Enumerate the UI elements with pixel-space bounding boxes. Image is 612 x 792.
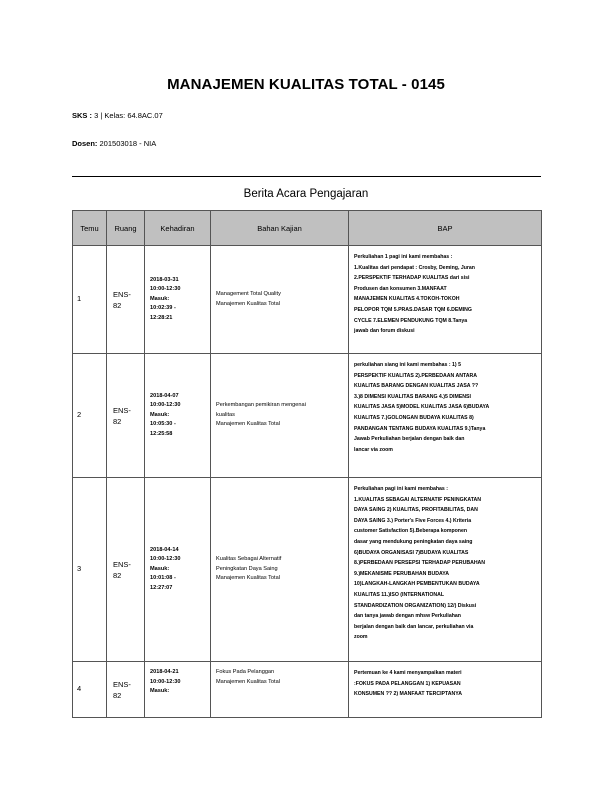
attendance-label: Masuk:	[150, 295, 170, 302]
attendance-cell	[145, 354, 211, 478]
attendance-in-time: 10:01:08 -	[150, 575, 176, 582]
room-line: ENS-	[113, 405, 131, 415]
bap-line: dan tanya jawab dengan mhsw Perkuliahan	[354, 613, 461, 620]
table-row	[73, 478, 542, 662]
bap-cell	[349, 662, 542, 718]
bap-line: STANDARDIZATION ORGANIZATION) 12/) Diskusi	[354, 602, 477, 609]
bap-line: PANDANGAN TENTANG BUDAYA KUALITAS 9.)Tanya	[354, 425, 486, 432]
room-line: 82	[113, 300, 122, 310]
attendance-cell	[145, 662, 211, 718]
table-header-row	[73, 211, 542, 246]
meeting-number: 3	[73, 478, 107, 662]
bap-line: 1.Kualitas dari pendapat : Crosby, Deming, Juran	[354, 264, 475, 271]
table-row	[73, 246, 542, 354]
bap-line: MANAJEMEN KUALITAS 4.TOKOH-TOKOH	[354, 296, 460, 303]
topic-line: Peningkatan Daya Saing	[216, 565, 278, 572]
meeting-number: 1	[73, 246, 107, 354]
bap-line: 2.PERSPEKTIF TERHADAP KUALITAS dari sisi	[354, 275, 470, 282]
topic-cell	[211, 354, 349, 478]
bap-cell	[349, 478, 542, 662]
attendance-label: Masuk:	[150, 565, 170, 572]
room-line: ENS-	[113, 289, 131, 299]
attendance-out-time: 12:25:58	[150, 430, 173, 437]
room-cell	[107, 662, 145, 718]
bap-line: 3.)8 DIMENSI KUALITAS BARANG 4.)5 DIMENSI	[354, 393, 471, 400]
topic-line: Manajemen Kualitas Total	[216, 678, 280, 685]
course-meta-sks	[72, 111, 163, 120]
attendance-schedule: 10:00-12:30	[150, 286, 181, 293]
bap-line: berjalan dengan baik dan lancar, perkuliahan via	[354, 623, 474, 630]
topic-line: Manajemen Kualitas Total	[216, 575, 280, 582]
bap-line: 10)LANGKAH-LANGKAH PEMBENTUKAN BUDAYA	[354, 581, 480, 588]
divider	[72, 176, 541, 177]
bap-line: PELOPOR TQM 5.PRAS.DASAR TQM 6.DEMING	[354, 306, 472, 313]
bap-line: PERSPEKTIF KUALITAS 2).PERBEDAAN ANTARA	[354, 372, 477, 379]
attendance-in-time: 10:02:39 -	[150, 305, 176, 312]
attendance-date: 2018-03-31	[150, 276, 179, 283]
bap-cell	[349, 246, 542, 354]
topic-line: kualitas	[216, 411, 235, 418]
attendance-cell	[145, 478, 211, 662]
bap-line: dasar yang mendukung peningkatan daya saing	[354, 538, 473, 545]
column-header-temu: Temu	[73, 211, 107, 246]
bap-line: Perkuliahan 1 pagi ini kami membahas :	[354, 254, 453, 260]
bap-cell	[349, 354, 542, 478]
bap-line: :FOKUS PADA PELANGGAN 1) KEPUASAN	[354, 680, 461, 687]
bap-line: CYCLE 7.ELEMEN PENDUKUNG TQM 8.Tanya	[354, 317, 468, 324]
room-cell	[107, 478, 145, 662]
bap-line: zoom	[354, 634, 368, 641]
attendance-out-time: 12:28:21	[150, 314, 173, 321]
dosen-value: 201503018 - NIA	[99, 139, 157, 148]
meeting-number: 2	[73, 354, 107, 478]
bap-line: 9.)MEKANISME PERUBAHAN BUDAYA	[354, 570, 450, 577]
topic-cell	[211, 478, 349, 662]
bap-line: Produsen dan konsumen 3.MANFAAT	[354, 285, 447, 292]
topic-line: Manajemen Kualitas Total	[216, 300, 280, 307]
column-header-ruang: Ruang	[107, 211, 145, 246]
attendance-schedule: 10:00-12:30	[150, 402, 181, 409]
bap-line: DAYA SAING 3.) Porter's Five Forces 4.) Kriteria	[354, 517, 472, 524]
bap-line: Perkuliahan pagi ini kami membahas :	[354, 486, 448, 492]
topic-line: Manajemen Kualitas Total	[216, 421, 280, 428]
bap-line: Pertemuan ke 4 kami menyampaikan materi	[354, 670, 462, 676]
column-header-bahan-kajian: Bahan Kajian	[211, 211, 349, 246]
attendance-label: Masuk:	[150, 411, 170, 418]
table-row	[73, 662, 542, 718]
attendance-schedule: 10:00-12:30	[150, 678, 181, 685]
bap-line: lancar via zoom	[354, 446, 393, 453]
course-meta-dosen	[72, 139, 156, 148]
attendance-date: 2018-04-21	[150, 669, 179, 675]
topic-line: Management Total Quality	[216, 290, 281, 297]
room-line: ENS-	[113, 559, 131, 569]
room-line: ENS-	[113, 679, 131, 689]
bap-line: KUALITAS JASA 5)MODEL KUALITAS JASA 6)BUDAYA	[354, 404, 490, 411]
bap-line: 1.KUALITAS SEBAGAI ALTERNATIF PENINGKATAN	[354, 496, 481, 503]
bap-line: DAYA SAING 2) KUALITAS, PROFITABILITAS, DAN	[354, 507, 478, 514]
room-cell	[107, 354, 145, 478]
bap-line: Jawab Perkuliahan berjalan dengan baik dan	[354, 436, 465, 443]
section-title: Berita Acara Pengajaran	[243, 188, 369, 200]
attendance-date: 2018-04-07	[150, 392, 179, 399]
topic-line: Perkembangan pemikiran mengenai	[216, 402, 306, 409]
attendance-date: 2018-04-14	[150, 546, 179, 553]
attendance-cell	[145, 246, 211, 354]
room-line: 82	[113, 690, 122, 700]
bap-line: KONSUMEN ?? 2) MANFAAT TERCIPTANYA	[354, 691, 462, 698]
room-line: 82	[113, 570, 122, 580]
column-header-kehadiran: Kehadiran	[145, 211, 211, 246]
meeting-number: 4	[73, 662, 107, 718]
room-cell	[107, 246, 145, 354]
bap-line: KUALITAS 7.)GOLONGAN BUDAYA KUALITAS 8)	[354, 414, 474, 421]
topic-cell	[211, 662, 349, 718]
table-row	[73, 354, 542, 478]
course-title: MANAJEMEN KUALITAS TOTAL - 0145	[167, 76, 445, 93]
bap-line: jawab dan forum diskusi	[354, 328, 415, 335]
topic-line: Fokus Pada Pelanggan	[216, 669, 275, 675]
attendance-in-time: 10:05:30 -	[150, 421, 176, 428]
sks-value: 3 | Kelas: 64.8AC.07	[94, 111, 163, 120]
bap-line: KUALITAS 11.)ISO (INTERNATIONAL	[354, 591, 445, 598]
topic-line: Kualitas Sebagai Alternatif	[216, 556, 282, 563]
bap-line: perkuliahan siang ini kami membahas : 1) 5	[354, 362, 461, 368]
attendance-label: Masuk:	[150, 688, 170, 695]
bap-line: 8.)PERBEDAAN PERSEPSI TERHADAP PERUBAHAN	[354, 560, 486, 567]
attendance-schedule: 10:00-12:30	[150, 556, 181, 563]
bap-line: KUALITAS BARANG DENGAN KUALITAS JASA ??	[354, 383, 479, 390]
topic-cell	[211, 246, 349, 354]
room-line: 82	[113, 416, 122, 426]
column-header-bap: BAP	[349, 211, 542, 246]
teaching-record-table	[72, 210, 542, 718]
sks-label: SKS :	[72, 111, 93, 120]
bap-line: 6)BUDAYA ORGANISASI 7)BUDAYA KUALITAS	[354, 549, 469, 556]
bap-line: customer Satisfaction 5).Beberapa komponen	[354, 528, 468, 535]
dosen-label: Dosen:	[72, 139, 98, 148]
attendance-out-time: 12:27:07	[150, 584, 173, 591]
